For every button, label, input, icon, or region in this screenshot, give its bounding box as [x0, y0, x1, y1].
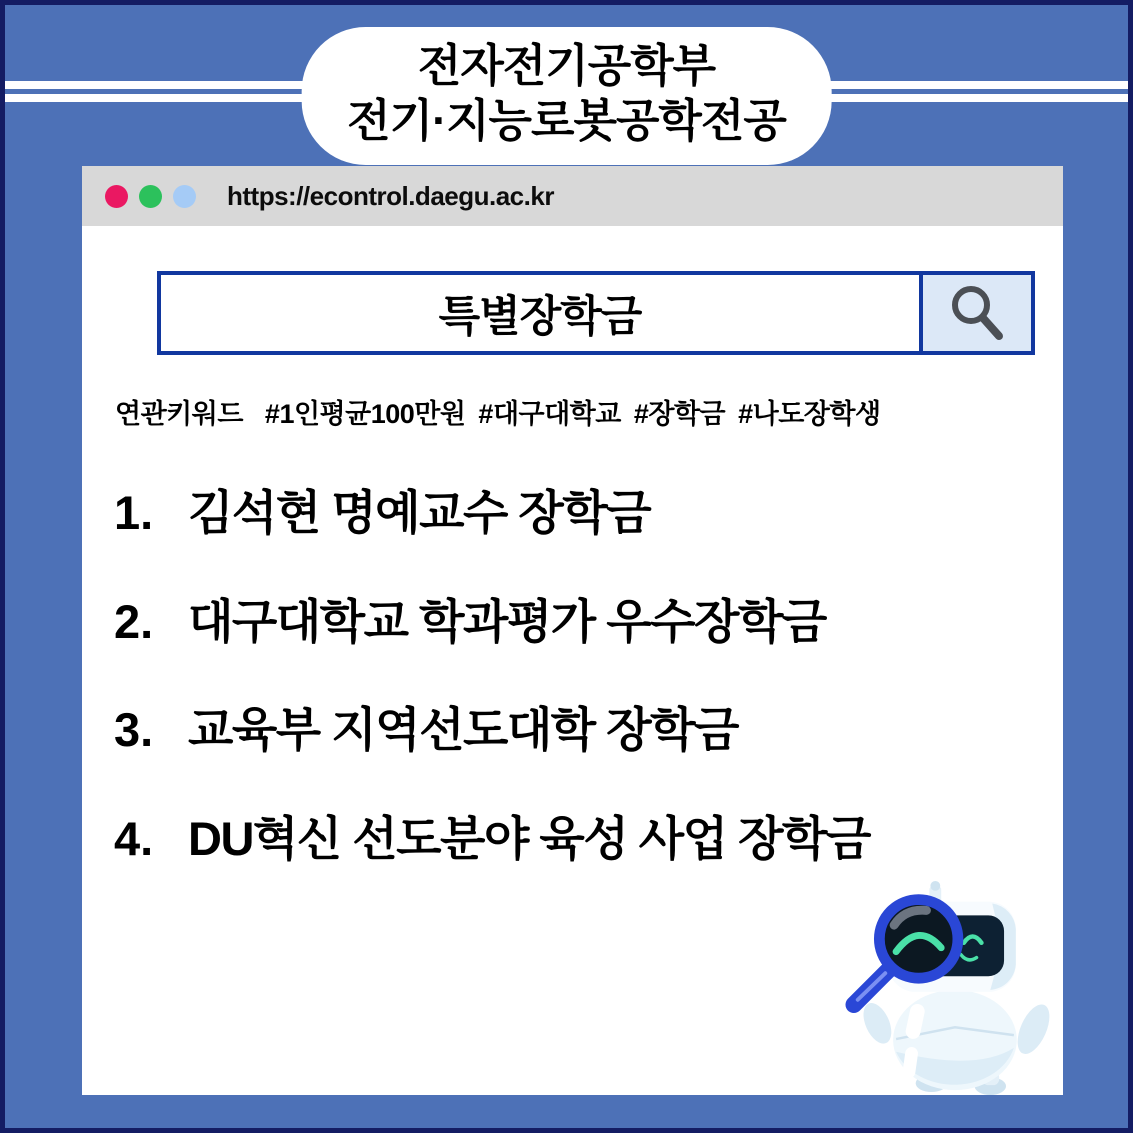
search-button[interactable]: [919, 275, 1031, 351]
result-item[interactable]: [114, 812, 870, 867]
keyword-tag[interactable]: #1인평균100만원: [264, 399, 466, 429]
badge-line-1: 전자전기공학부: [417, 40, 716, 91]
window-dot-green[interactable]: [139, 185, 162, 208]
browser-window: [82, 166, 1063, 1095]
keyword-tag[interactable]: #나도장학생: [738, 399, 881, 429]
window-dot-red[interactable]: [105, 185, 128, 208]
badge-line-2: 전기·지능로봇공학전공: [347, 94, 786, 146]
department-badge: [301, 27, 832, 165]
result-title: 교육부 지역선도대학 장학금: [188, 703, 738, 757]
search-input[interactable]: 특별장학금: [438, 292, 642, 341]
result-number: 2.: [114, 594, 154, 648]
result-number: 4.: [114, 811, 154, 865]
search-bar: [157, 271, 1035, 355]
result-item[interactable]: [114, 595, 870, 650]
window-dot-blue[interactable]: [173, 185, 196, 208]
search-icon: [946, 282, 1008, 344]
result-item[interactable]: [114, 703, 870, 758]
result-number: 3.: [114, 703, 154, 757]
result-title: DU혁신 선도분야 육성 사업 장학금: [188, 811, 870, 865]
robot-mascot: [845, 879, 1061, 1095]
related-keywords-label: 연관키워드: [115, 399, 243, 429]
result-title: 김석현 명예교수 장학금: [188, 486, 651, 539]
address-url[interactable]: https://econtrol.daegu.ac.kr: [227, 180, 554, 211]
related-keywords-row: [115, 392, 894, 431]
result-title: 대구대학교 학과평가 우수장학금: [188, 594, 826, 648]
result-item[interactable]: [114, 486, 870, 541]
result-number: 1.: [114, 486, 154, 539]
keyword-tag[interactable]: #대구대학교: [478, 399, 621, 429]
scholarship-results-list: [114, 486, 870, 920]
browser-titlebar: [82, 166, 1063, 226]
keyword-tag[interactable]: #장학금: [633, 399, 726, 429]
